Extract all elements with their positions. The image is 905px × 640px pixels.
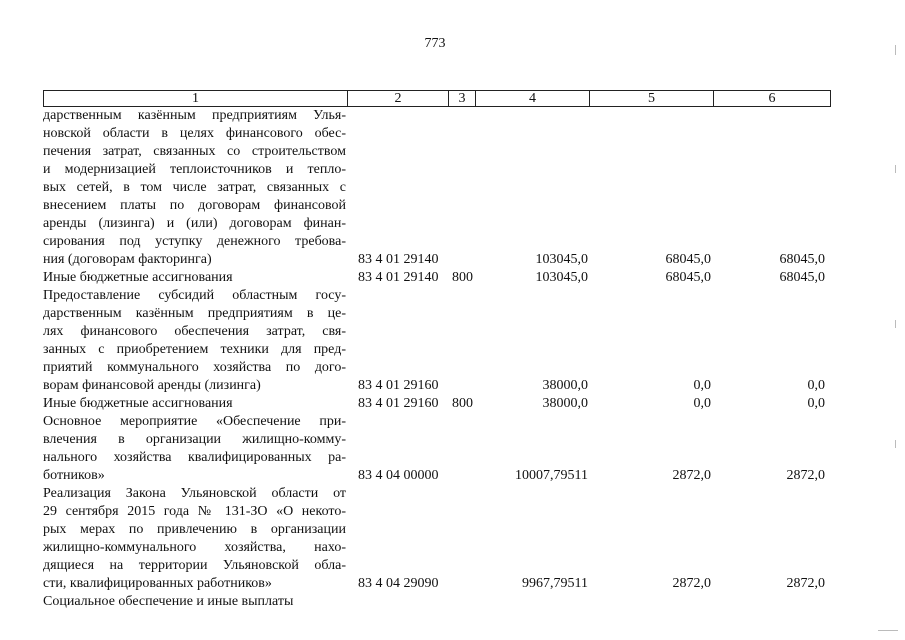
description-line: новской области в целях финансового обес-: [43, 126, 346, 141]
table-row: [0, 395, 905, 413]
scan-mark: [878, 630, 898, 631]
description-line: влечения в организации жилищно-комму-: [43, 432, 346, 447]
description-line: 29 сентября 2015 года № 131-ЗО «О некото-: [43, 504, 346, 519]
classification-code: 83 4 01 29160: [358, 378, 439, 393]
amount-col-4: 10007,79511: [515, 468, 588, 483]
expense-type-code: 800: [452, 396, 473, 411]
description-line: Реализация Закона Ульяновской области от: [43, 486, 346, 501]
description-line: сти, квалифицированных работников»: [43, 576, 272, 591]
row-values: [0, 395, 905, 413]
description-line: Предоставление субсидий областным госу-: [43, 288, 346, 303]
description-line: занных с приобретением техники для пред-: [43, 342, 346, 357]
row-values: [0, 593, 905, 611]
description-line: дящиеся на территории Ульяновской обла-: [43, 558, 346, 573]
description-line: ворам финансовой аренды (лизинга): [43, 378, 261, 393]
table-row: [0, 413, 905, 485]
column-header-table: [43, 90, 831, 107]
table-row: [0, 107, 905, 269]
table-row: [0, 287, 905, 395]
description-line: лях финансового обеспечения затрат, свя-: [43, 324, 346, 339]
description-line: сирования под уступку денежного требова-: [43, 234, 346, 249]
expense-type-code: 800: [452, 270, 473, 285]
description-line: рых мерах по привлечению в организации: [43, 522, 346, 537]
description-line: Иные бюджетные ассигнования: [43, 396, 233, 411]
header-col-2: 2: [348, 91, 449, 107]
description-line: Основное мероприятие «Обеспечение при-: [43, 414, 346, 429]
row-values: [0, 251, 905, 269]
table-row: [0, 485, 905, 593]
classification-code: 83 4 04 00000: [358, 468, 439, 483]
scan-mark: [895, 440, 896, 448]
header-col-6: 6: [714, 91, 831, 107]
amount-col-6: 68045,0: [779, 252, 825, 267]
scan-mark: [895, 320, 896, 328]
amount-col-5: 68045,0: [665, 252, 711, 267]
table-row: [0, 593, 905, 611]
description-line: вых сетей, в том числе затрат, связанных с: [43, 180, 346, 195]
classification-code: 83 4 01 29140: [358, 252, 439, 267]
table-row: [0, 269, 905, 287]
amount-col-5: 2872,0: [672, 576, 711, 591]
scan-mark: [895, 165, 896, 173]
amount-col-6: 2872,0: [786, 576, 825, 591]
amount-col-6: 68045,0: [779, 270, 825, 285]
scan-mark: [895, 45, 896, 55]
amount-col-4: 9967,79511: [522, 576, 588, 591]
header-col-4: 4: [476, 91, 590, 107]
amount-col-5: 0,0: [693, 378, 711, 393]
budget-rows: [0, 107, 905, 611]
description-line: дарственным казённым предприятиям Улья-: [43, 108, 346, 123]
amount-col-5: 2872,0: [672, 468, 711, 483]
description-line: ния (договорам факторинга): [43, 252, 212, 267]
row-values: [0, 269, 905, 287]
amount-col-4: 103045,0: [535, 252, 588, 267]
page-number: 773: [424, 36, 446, 51]
description-line: ботников»: [43, 468, 105, 483]
classification-code: 83 4 04 29090: [358, 576, 439, 591]
amount-col-5: 0,0: [693, 396, 711, 411]
description-line: нального хозяйства квалифицированных ра-: [43, 450, 346, 465]
amount-col-4: 103045,0: [535, 270, 588, 285]
row-values: [0, 377, 905, 395]
description-line: приятий коммунального хозяйства по дого-: [43, 360, 346, 375]
classification-code: 83 4 01 29140: [358, 270, 439, 285]
description-line: печения затрат, связанных со строительством: [43, 144, 346, 159]
amount-col-6: 2872,0: [786, 468, 825, 483]
description-line: Иные бюджетные ассигнования: [43, 270, 233, 285]
row-values: [0, 575, 905, 593]
amount-col-5: 68045,0: [665, 270, 711, 285]
amount-col-4: 38000,0: [542, 396, 588, 411]
header-col-1: 1: [44, 91, 348, 107]
header-col-3: 3: [449, 91, 476, 107]
classification-code: 83 4 01 29160: [358, 396, 439, 411]
description-line: внесением платы по договорам финансовой: [43, 198, 346, 213]
description-line: и модернизацией теплоисточников и тепло-: [43, 162, 346, 177]
description-line: аренды (лизинга) и (или) договорам финан-: [43, 216, 346, 231]
amount-col-6: 0,0: [807, 396, 825, 411]
header-col-5: 5: [590, 91, 714, 107]
row-values: [0, 467, 905, 485]
description-line: жилищно-коммунального хозяйства, нахо-: [43, 540, 346, 555]
amount-col-4: 38000,0: [542, 378, 588, 393]
description-line: дарственным казённым предприятиям в це-: [43, 306, 346, 321]
description-line: Социальное обеспечение и иные выплаты: [43, 594, 294, 609]
row-description: [43, 107, 346, 269]
amount-col-6: 0,0: [807, 378, 825, 393]
